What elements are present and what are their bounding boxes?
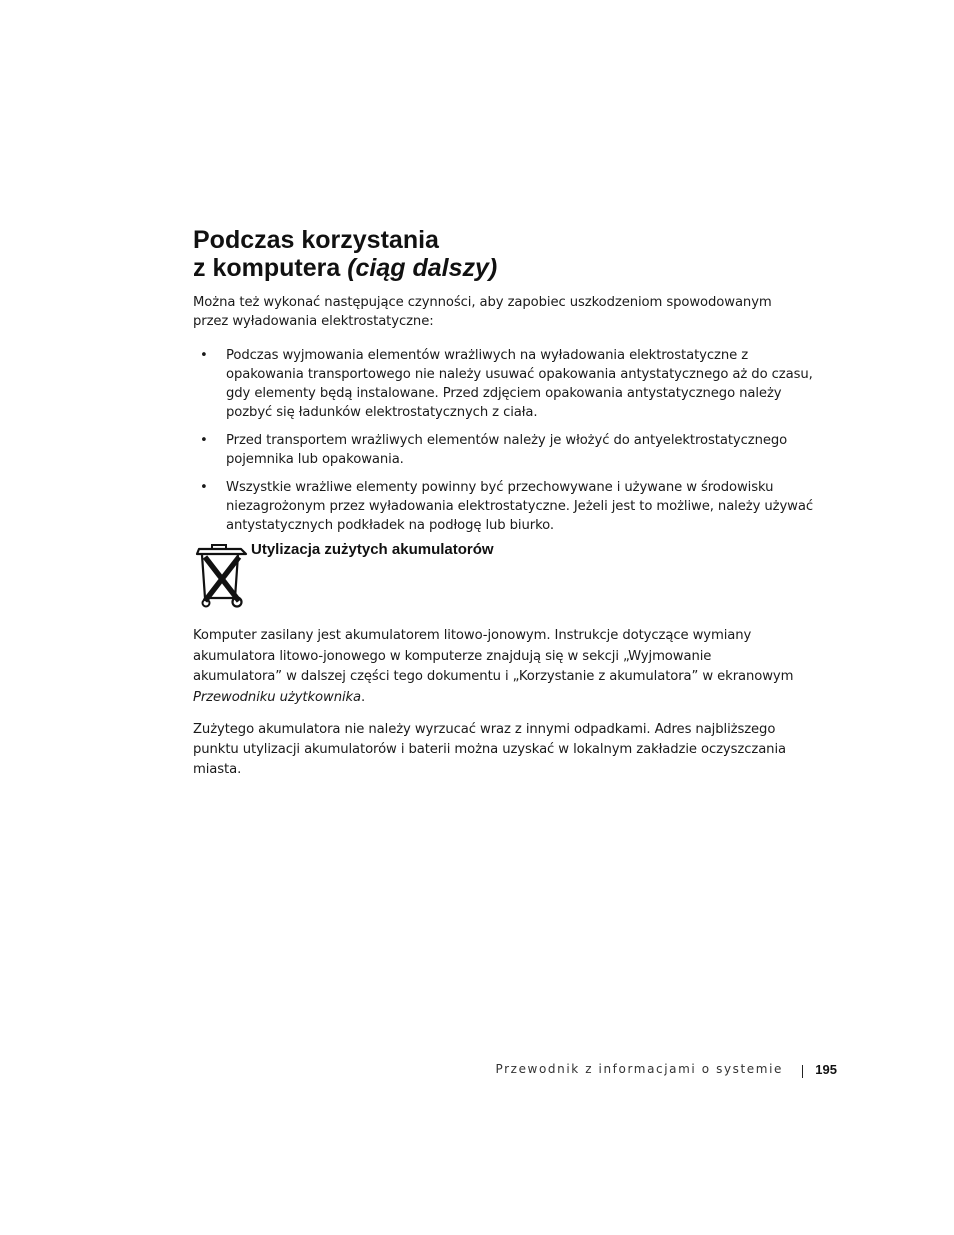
esd-precautions-list	[193, 346, 813, 544]
battery-info-text: Komputer zasilany jest akumulatorem litowo-jonowym. Instrukcje dotyczące wymiany akumulatora litowo-jonowego w komputerze znajdują się w sekcji „Wyjmowanie akumulatora” w dalszej części tego dokumentu i „Korzystanie z akumulatora” w ekranowym	[193, 628, 794, 684]
title-continued-label: (ciąg dalszy)	[347, 254, 498, 282]
title-line-2	[193, 254, 813, 282]
user-guide-reference: Przewodniku użytkownika	[193, 689, 362, 705]
list-item-text: Podczas wyjmowania elementów wrażliwych na wyładowania elektrostatyczne z opakowania transportowego nie należy usuwać opakowania antystatycznego aż do czasu, gdy elementy będą instalowane. Przed zdjęciem opakowania antystatycznego należy pozbyć się ładunków elektrostatycznych z ciała.	[226, 348, 813, 420]
crossed-out-wheelie-bin-icon	[193, 543, 249, 609]
page-title	[193, 226, 813, 282]
list-item-text: Przed transportem wrażliwych elementów należy je włożyć do antyelektrostatycznego pojemnika lub opakowania.	[226, 433, 788, 467]
bullet-dot: •	[200, 348, 208, 363]
list-item-text: Wszystkie wrażliwe elementy powinny być przechowywane i używane w środowisku niezagrożonym przez wyładowania elektrostatyczne. Jeżeli jest to możliwe, należy używać antystatycznych podkładek na podłogę lub biurko.	[226, 480, 813, 533]
page-number: 195	[815, 1062, 837, 1077]
list-item	[193, 431, 813, 469]
intro-paragraph: Można też wykonać następujące czynności, aby zapobiec uszkodzeniom spowodowanym przez wyładowania elektrostatyczne:	[193, 295, 772, 329]
footer-document-title: Przewodnik z informacjami o systemie	[495, 1062, 783, 1076]
list-item	[193, 478, 813, 535]
page-footer	[495, 1062, 845, 1082]
title-line-1: Podczas korzystania	[193, 226, 439, 254]
bullet-dot: •	[200, 480, 208, 495]
battery-info-end: .	[361, 689, 366, 705]
battery-disposal-paragraph: Zużytego akumulatora nie należy wyrzucać wraz z innymi odpadkami. Adres najbliższego punktu utylizacji akumulatorów i baterii można uzyskać w lokalnym zakładzie oczyszczania miasta.	[193, 722, 786, 777]
footer-divider	[802, 1065, 803, 1078]
title-line-2-prefix: z komputera	[193, 254, 348, 282]
list-item	[193, 346, 813, 422]
battery-info-paragraph	[193, 626, 803, 708]
bullet-dot: •	[200, 433, 208, 448]
battery-disposal-heading: Utylizacja zużytych akumulatorów	[251, 541, 494, 558]
